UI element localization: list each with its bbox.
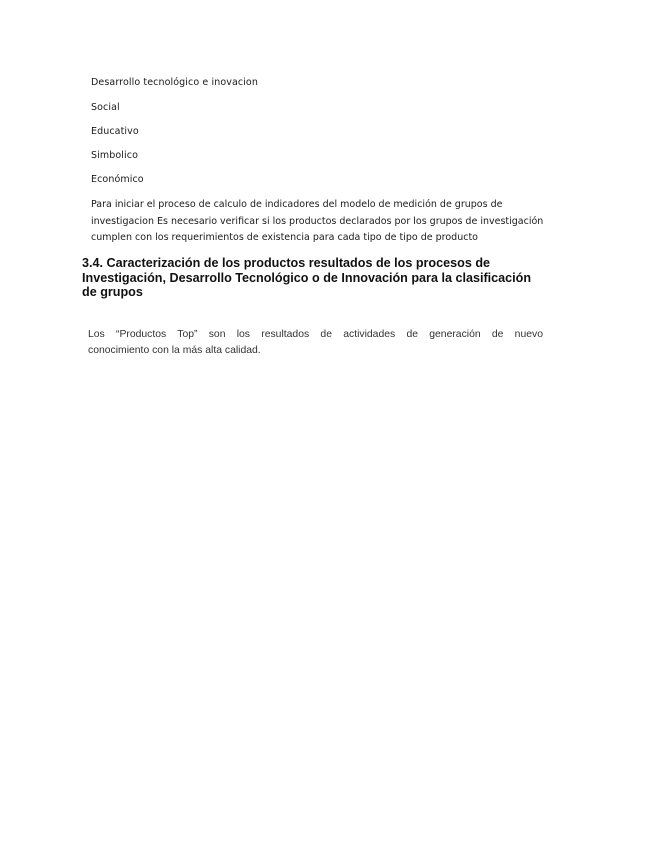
heading-line-1: 3.4. Caracterización de los productos resultados de los procesos de — [82, 256, 491, 270]
list-item-social: Social — [91, 102, 120, 113]
intro-line-1: Para iniciar el proceso de calculo de indicadores del modelo de medición de grupos de — [91, 199, 503, 210]
intro-paragraph — [91, 197, 561, 247]
section-heading — [82, 256, 562, 300]
body-line-2: conocimiento con la más alta calidad. — [88, 345, 261, 356]
body-paragraph — [88, 327, 543, 359]
list-item-simbolico: Simbolico — [91, 150, 138, 161]
list-item-economico: Económico — [91, 174, 144, 185]
list-item-educativo: Educativo — [91, 126, 139, 137]
intro-line-3: cumplen con los requerimientos de existencia para cada tipo de tipo de producto — [91, 232, 478, 243]
intro-line-2: investigacion Es necesario verificar si los productos declarados por los grupos de investigación — [91, 215, 544, 227]
body-line-1: Los “Productos Top” son los resultados de actividades de generación de nuevo — [88, 329, 543, 340]
heading-line-2: Investigación, Desarrollo Tecnológico o de Innovación para la clasificación — [82, 270, 532, 285]
list-item-desarrollo: Desarrollo tecnológico e inovacion — [91, 77, 258, 88]
heading-line-3: de grupos — [82, 285, 143, 299]
